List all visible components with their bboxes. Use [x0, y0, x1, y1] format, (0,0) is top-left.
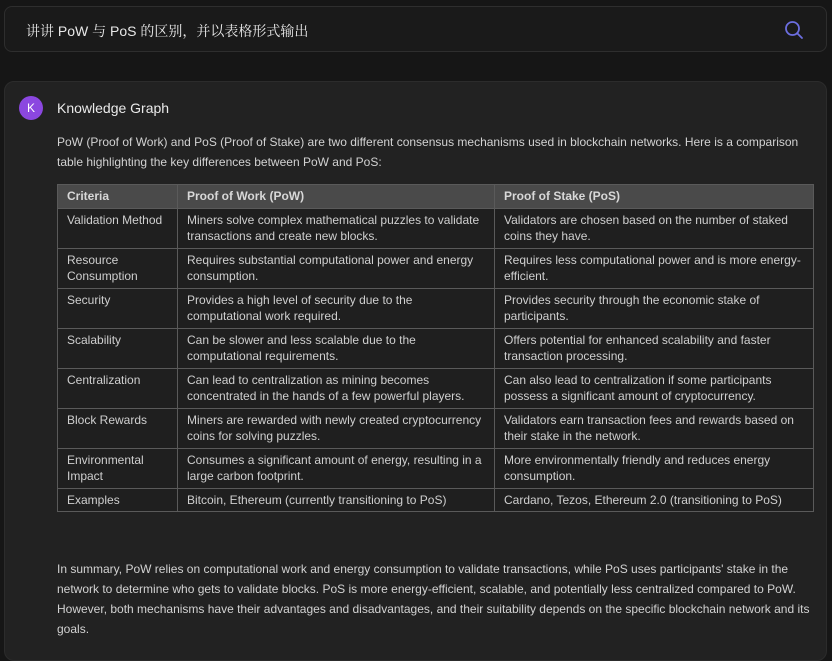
cell-criteria: Validation Method [58, 208, 178, 248]
header-pos: Proof of Stake (PoS) [495, 185, 814, 209]
table-row [58, 408, 814, 448]
intro-paragraph: PoW (Proof of Work) and PoS (Proof of Stake) are two different consensus mechanisms used in blockchain networks. Here is a comparison table highlighting the key differences between PoW and PoS: [57, 135, 799, 169]
cell-pos: Requires less computational power and is more energy-efficient. [495, 248, 814, 288]
cell-pow: Requires substantial computational power and energy consumption. [178, 248, 495, 288]
avatar: K [19, 96, 43, 120]
cell-pos: Validators earn transaction fees and rewards based on their stake in the network. [495, 408, 814, 448]
cell-pow: Miners solve complex mathematical puzzles to validate transactions and create new blocks. [178, 208, 495, 248]
bot-name: Knowledge Graph [57, 100, 170, 116]
comparison-table [57, 184, 814, 512]
cell-pow: Provides a high level of security due to the computational work required. [178, 288, 495, 328]
table-row [58, 288, 814, 328]
summary-paragraph: In summary, PoW relies on computational work and energy consumption to validate transactions, while PoS uses participants' stake in the network to determine who gets to validate blocks. PoS is more energy-efficient, scalable, and potentially less centralized compared to PoW. However, both mechanisms have their advantages and disadvantages, and their suitability depends on the specific blockchain network and its goals. [57, 562, 810, 636]
table-row [58, 488, 814, 512]
header-criteria: Criteria [58, 185, 178, 209]
table-row [58, 368, 814, 408]
cell-pow: Miners are rewarded with newly created cryptocurrency coins for solving puzzles. [178, 408, 495, 448]
cell-pow: Consumes a significant amount of energy, resulting in a large carbon footprint. [178, 448, 495, 488]
cell-pow: Bitcoin, Ethereum (currently transitioning to PoS) [178, 488, 495, 512]
cell-pow: Can be slower and less scalable due to the computational requirements. [178, 328, 495, 368]
cell-criteria: Centralization [58, 368, 178, 408]
search-bar[interactable] [4, 6, 827, 52]
header-pow: Proof of Work (PoW) [178, 185, 495, 209]
table-header-row [58, 185, 814, 209]
response-card [4, 81, 827, 661]
cell-pos: Provides security through the economic stake of participants. [495, 288, 814, 328]
cell-pos: More environmentally friendly and reduces energy consumption. [495, 448, 814, 488]
table-row [58, 248, 814, 288]
table-row [58, 328, 814, 368]
search-icon[interactable] [784, 20, 804, 40]
cell-pos: Can also lead to centralization if some participants possess a significant amount of cryptocurrency. [495, 368, 814, 408]
cell-criteria: Environmental Impact [58, 448, 178, 488]
cell-pos: Cardano, Tezos, Ethereum 2.0 (transitioning to PoS) [495, 488, 814, 512]
table-row [58, 208, 814, 248]
cell-criteria: Examples [58, 488, 178, 512]
cell-criteria: Scalability [58, 328, 178, 368]
cell-pos: Validators are chosen based on the number of staked coins they have. [495, 208, 814, 248]
cell-pos: Offers potential for enhanced scalability and faster transaction processing. [495, 328, 814, 368]
search-query[interactable]: 讲讲 PoW 与 PoS 的区别，并以表格形式输出 [26, 23, 309, 39]
cell-criteria: Resource Consumption [58, 248, 178, 288]
table-row [58, 448, 814, 488]
cell-pow: Can lead to centralization as mining becomes concentrated in the hands of a few powerful players. [178, 368, 495, 408]
cell-criteria: Security [58, 288, 178, 328]
cell-criteria: Block Rewards [58, 408, 178, 448]
